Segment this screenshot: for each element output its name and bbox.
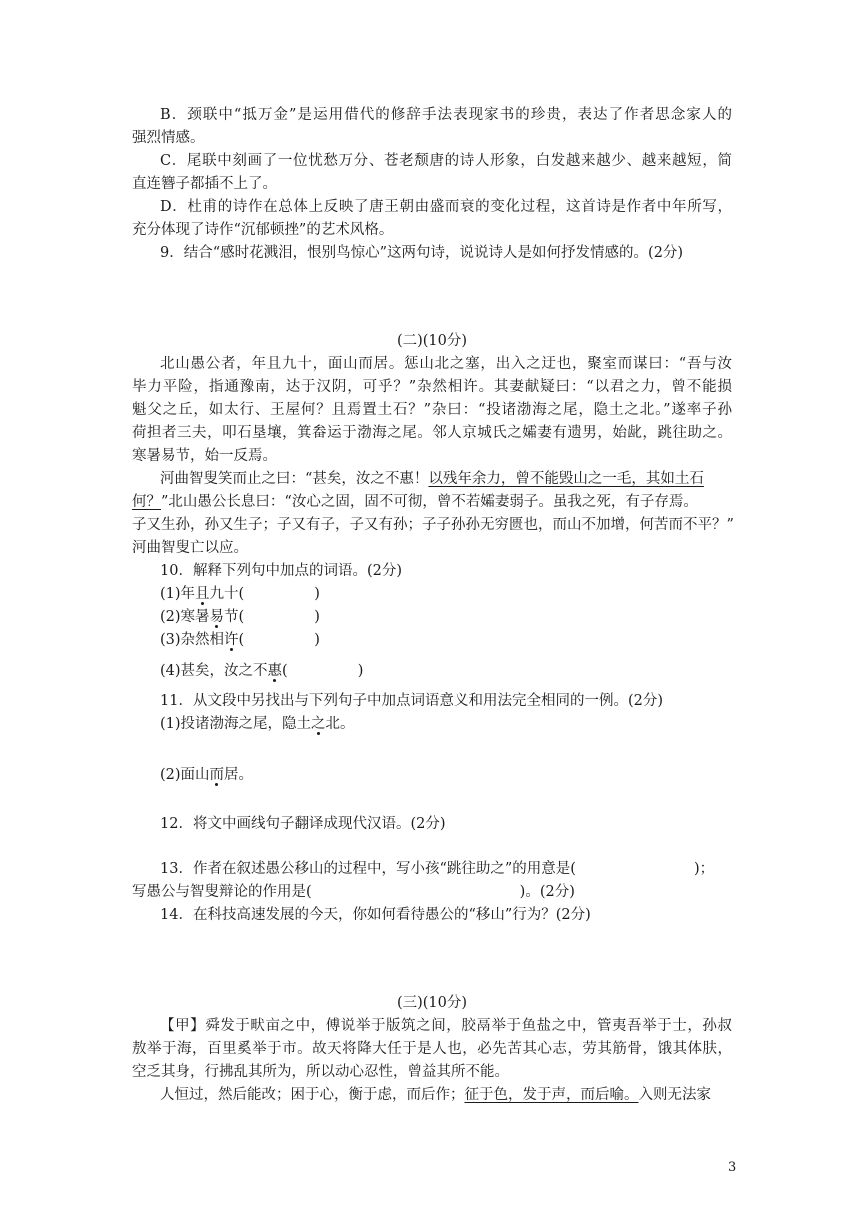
question-10-stem: 10．解释下列句中加点的词语。(2分) [160,563,402,579]
item-text: 居。 [224,767,254,783]
page-number: 3 [728,1160,737,1175]
item-text: ( [282,663,288,679]
passage-2-p2-line4: 河曲智叟亡以应。 [132,540,248,556]
question-10-item1 [160,583,732,605]
passage-2-line2: 毕力平险，指通豫南，达于汉阴，可乎？”杂然相许。其妻献疑曰：“以君之力，曾不能损 [132,379,732,395]
passage-2-line3: 魁父之丘，如太行、王屋何？且焉置土石？”杂曰：“投诸渤海之尾，隐土之北。”遂率子孙 [132,402,732,418]
item-text: (2)面山 [160,767,210,783]
option-c-line2: 直连簪子都插不上了。 [132,176,277,192]
item-text: ) [357,663,364,679]
passage-2-p2-line1 [160,468,732,490]
dotted-word: 易 [209,609,225,625]
item-text: (2)寒暑 [160,609,210,625]
dotted-word: 许 [224,632,239,648]
question-11-stem: 11．从文段中另找出与下列句子中加点词语意义和用法完全相同的一例。(2分) [160,693,663,709]
option-b-line2: 强烈情感。 [132,130,205,146]
option-c-line1: C．尾联中刻画了一位忧愁万分、苍老颓唐的诗人形象，白发越来越少、越来越短，简 [160,153,732,169]
question-10-item4 [160,660,732,682]
passage-2-line5: 寒暑易节，始一反焉。 [132,448,277,464]
question-text: 写愚公与智叟辩论的作用是( [132,884,312,900]
question-11-item1 [160,713,732,735]
option-d-line2: 充分体现了诗作“沉郁顿挫”的艺术风格。 [132,222,394,238]
passage-text: 人恒过，然后能改；困于心，衡于虑，而后作； [160,1087,465,1103]
item-text: (1)年 [160,586,196,602]
item-text: (4)甚矣，汝之不 [160,663,268,679]
question-10-item3 [160,629,732,651]
item-text: ) [314,609,320,625]
item-text: ) [314,632,320,648]
option-d-line1: D．杜甫的诗作在总体上反映了唐王朝由盛而衰的变化过程，这首诗是作者中年所写， [160,199,732,215]
dotted-word: 且 [195,586,210,602]
dotted-word: 之 [311,716,326,732]
passage-2-line4: 荷担者三夫，叩石垦壤，箕畚运于渤海之尾。邻人京城氏之孀妻有遗男，始龀，跳往助之。 [132,425,732,441]
section-3-heading: (三)(10分) [396,995,468,1011]
item-text: 九十( [209,586,245,602]
question-10-item2 [160,606,732,628]
underlined-sentence: 征于色，发于声，而后喻。 [464,1087,639,1103]
item-text: ( [238,632,245,648]
item-text: ) [314,586,320,602]
question-9: 9．结合“感时花溅泪，恨别鸟惊心”这两句诗，说说诗人是如何抒发情感的。(2分) [160,245,684,261]
passage-3-line1: 【甲】舜发于畎亩之中，傅说举于版筑之间，胶鬲举于鱼盐之中，管夷吾举于士，孙叔 [160,1018,732,1034]
passage-2-p2-line2 [132,491,732,513]
dotted-word: 而 [209,767,225,783]
question-13-line2 [132,881,732,903]
question-14: 14．在科技高速发展的今天，你如何看待愚公的“移山”行为？(2分) [160,907,591,923]
passage-3-line4 [160,1084,732,1106]
item-text: 节( [224,609,245,625]
question-13-line1 [160,858,732,880]
passage-3-line2: 敖举于海，百里奚举于市。故天将降大任于是人也，必先苦其心志，劳其筋骨，饿其体肤， [132,1041,732,1057]
dotted-word: 惠 [267,663,283,679]
question-11-item2 [160,764,732,786]
passage-2-p2-line3: 子又生孙，孙又生子；子又有子，子又有孙；子子孙孙无穷匮也，而山不加增，何苦而不平？” [132,517,734,533]
passage-text: ”北山愚公长息曰：“汝心之固，固不可彻，曾不若孀妻弱子。虽我之死，有子存焉。 [161,494,698,510]
item-text: (3)杂然相 [160,632,225,648]
passage-text: 河曲智叟笑而止之曰：“甚矣，汝之不惠！ [160,471,429,487]
underlined-sentence: 以残年余力，曾不能毁山之一毛，其如土石 [428,471,704,487]
question-text: )； [693,861,715,877]
section-2-heading: (二)(10分) [396,333,468,349]
passage-2-line1: 北山愚公者，年且九十，面山而居。惩山北之塞，出入之迂也，聚室而谋曰：“吾与汝 [160,356,732,372]
item-text: (1)投诸渤海之尾，隐土 [160,716,312,732]
question-12: 12．将文中画线句子翻译成现代汉语。(2分) [160,816,446,832]
question-text: 13．作者在叙述愚公移山的过程中，写小孩“跳往助之”的用意是( [160,861,576,877]
underlined-sentence-end: 何？ [132,494,161,510]
passage-text: 入则无法家 [638,1087,711,1103]
passage-3-line3: 空乏其身，行拂乱其所为，所以动心忍性，曾益其所不能。 [132,1064,509,1080]
item-text: 北。 [325,716,355,732]
option-b-line1: B．颈联中“抵万金”是运用借代的修辞手法表现家书的珍贵，表达了作者思念家人的 [160,107,732,123]
question-text: )。(2分) [519,884,575,900]
